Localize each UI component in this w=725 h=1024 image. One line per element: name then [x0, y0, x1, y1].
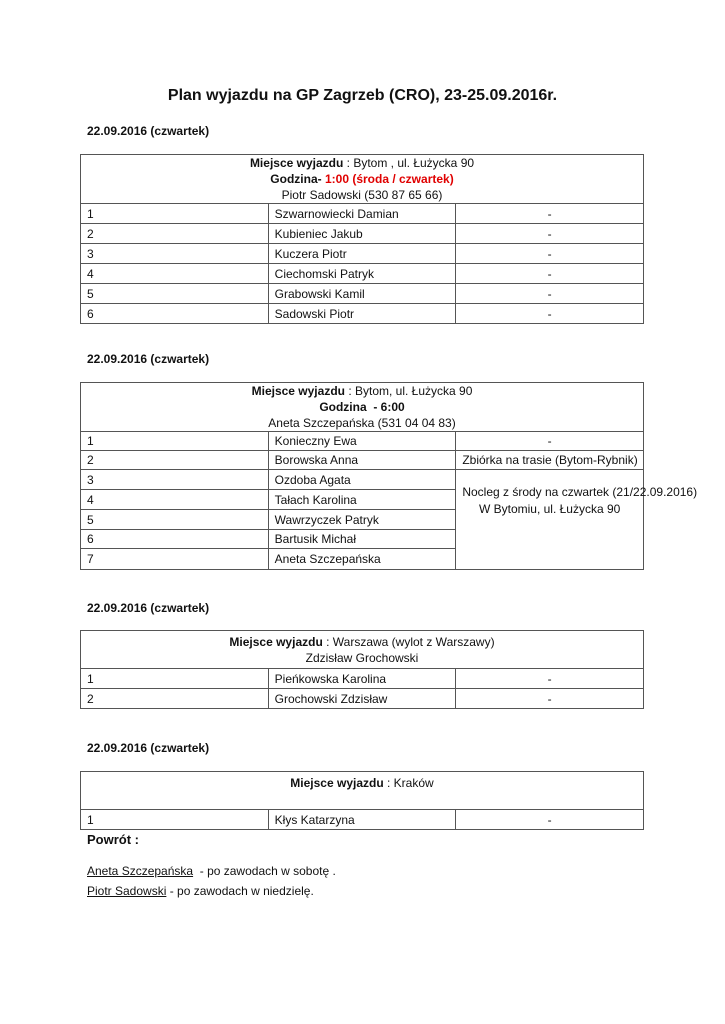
row-name: Sadowski Piotr — [268, 304, 456, 324]
row-name: Ciechomski Patryk — [268, 264, 456, 284]
table-row — [81, 689, 644, 709]
row-note: - — [456, 284, 644, 304]
table-row — [81, 810, 644, 830]
place-label: Miejsce wyjazdu — [290, 776, 384, 790]
section-2-date: 22.09.2016 (czwartek) — [87, 352, 210, 366]
row-note: - — [456, 689, 644, 709]
row-name: Kuczera Piotr — [268, 244, 456, 264]
table-row — [81, 224, 644, 244]
table-row — [81, 244, 644, 264]
time-separator: - — [317, 172, 325, 186]
section-4-table — [80, 771, 644, 830]
merged-note-line2: W Bytomiu, ul. Łużycka 90 — [478, 502, 621, 516]
row-name: Pieńkowska Karolina — [268, 669, 456, 689]
row-note: Zbiórka na trasie (Bytom-Rybnik) — [456, 451, 644, 470]
contact: Piotr Sadowski (530 87 65 66) — [281, 188, 443, 202]
row-note: - — [456, 432, 644, 451]
row-note: - — [456, 224, 644, 244]
row-name: Ozdoba Agata — [268, 470, 456, 490]
row-name: Konieczny Ewa — [268, 432, 456, 451]
place-label: Miejsce wyjazdu — [249, 156, 344, 170]
contact: Zdzisław Grochowski — [305, 650, 419, 665]
time-label: Godzina — [319, 400, 367, 414]
table-row — [81, 451, 644, 470]
place-label: Miejsce wyjazdu — [229, 634, 323, 649]
return-person: Piotr Sadowski — [87, 884, 167, 898]
section-1-table — [80, 154, 644, 324]
row-name: Grochowski Zdzisław — [268, 689, 456, 709]
section-4-header — [81, 772, 644, 810]
row-name: Grabowski Kamil — [268, 284, 456, 304]
row-number: 5 — [81, 284, 269, 304]
return-text: - po zawodach w niedzielę. — [166, 884, 314, 898]
section-3-table — [80, 630, 644, 709]
row-number: 1 — [81, 204, 269, 224]
row-number: 6 — [81, 304, 269, 324]
return-text: - po zawodach w sobotę . — [193, 864, 336, 878]
table-row — [81, 669, 644, 689]
table-row — [81, 264, 644, 284]
time-value: - 6:00 — [366, 400, 405, 414]
table-row — [81, 204, 644, 224]
row-name: Wawrzyczek Patryk — [268, 510, 456, 530]
return-item — [87, 884, 314, 898]
row-note: - — [456, 264, 644, 284]
place-value: : Bytom, ul. Łużycka 90 — [344, 384, 473, 398]
section-1-header — [81, 155, 644, 204]
merged-note — [456, 470, 698, 570]
row-number: 3 — [81, 244, 269, 264]
row-number: 2 — [81, 689, 269, 709]
row-number: 1 — [81, 669, 269, 689]
section-3-date: 22.09.2016 (czwartek) — [87, 601, 210, 615]
row-number: 2 — [81, 451, 269, 470]
row-note: - — [456, 304, 644, 324]
time-label: Godzina — [270, 172, 318, 186]
section-1-date: 22.09.2016 (czwartek) — [87, 124, 210, 138]
return-item — [87, 864, 336, 878]
table-row — [81, 284, 644, 304]
row-number: 1 — [81, 432, 269, 451]
row-number: 4 — [81, 264, 269, 284]
row-number: 6 — [81, 530, 269, 549]
table-row — [81, 432, 644, 451]
return-person: Aneta Szczepańska — [87, 864, 194, 878]
section-3-header — [81, 631, 644, 669]
return-heading: Powrót : — [87, 832, 139, 847]
row-note: - — [456, 810, 644, 830]
row-number: 4 — [81, 490, 269, 510]
page-title: Plan wyjazdu na GP Zagrzeb (CRO), 23-25.09.2016r. — [167, 87, 558, 104]
row-note: - — [456, 244, 644, 264]
row-name: Kubieniec Jakub — [268, 224, 456, 244]
row-number: 2 — [81, 224, 269, 244]
row-number: 5 — [81, 510, 269, 530]
row-note: - — [456, 669, 644, 689]
row-name: Borowska Anna — [268, 451, 456, 470]
row-number: 1 — [81, 810, 269, 830]
row-name: Szwarnowiecki Damian — [268, 204, 456, 224]
section-2-table — [80, 382, 698, 570]
merged-note-line1: Nocleg z środy na czwartek (21/22.09.2016) — [462, 485, 698, 499]
place-value: : Bytom , ul. Łużycka 90 — [343, 156, 475, 170]
table-row — [81, 304, 644, 324]
section-4-date: 22.09.2016 (czwartek) — [87, 741, 210, 755]
row-number: 3 — [81, 470, 269, 490]
place-label: Miejsce wyjazdu — [251, 384, 345, 398]
table-row — [81, 470, 644, 490]
time-value: 1:00 (środa / czwartek) — [324, 172, 454, 186]
row-name: Kłys Katarzyna — [268, 810, 456, 830]
place-value: : Warszawa (wylot z Warszawy) — [322, 634, 495, 649]
contact: Aneta Szczepańska (531 04 04 83) — [268, 416, 456, 430]
row-name: Tałach Karolina — [268, 490, 456, 510]
row-number: 7 — [81, 549, 269, 570]
section-2-header — [81, 383, 644, 432]
row-name: Aneta Szczepańska — [268, 549, 456, 570]
row-name: Bartusik Michał — [268, 530, 456, 549]
row-note: - — [456, 204, 644, 224]
place-value: : Kraków — [383, 776, 434, 790]
